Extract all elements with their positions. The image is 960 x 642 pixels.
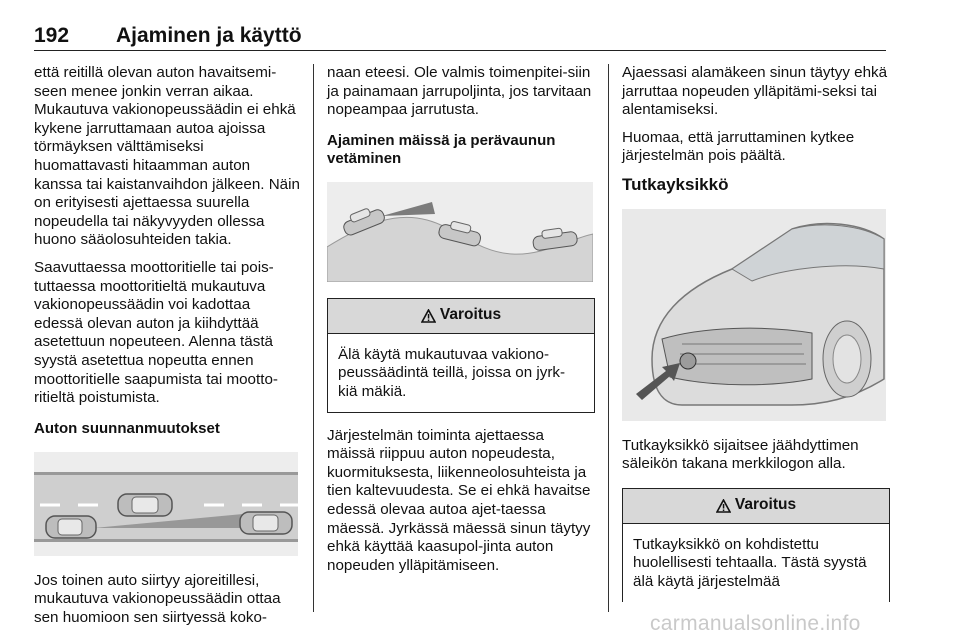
chapter-title: Ajaminen ja käyttö [116, 24, 302, 47]
paragraph: Järjestelmän toiminta ajettaessa mäissä riippuu auton nopeudesta, kuormituksesta, liikenneolosuhteista ja tien kaltevuudesta. Se ei ehkä havaitse edessä olevaa autoa ajet-taessa mäessä. Jyrkässä mäessä sinun täytyy ehkä käyttää kaasupol-jinta auton nopeuden ylläpitämiseen. [327, 426, 591, 574]
page-header [34, 22, 886, 51]
car-icon [240, 512, 292, 534]
column-divider [313, 64, 314, 612]
paragraph: Tutkayksikkö sijaitsee jäähdyttimen säleikön takana merkkilogon alla. [622, 436, 859, 473]
warning-title: Varoitus [734, 496, 797, 514]
paragraph: Ajaessasi alamäkeen sinun täytyy ehkä jarruttaa nopeuden ylläpitämi-seksi tai alentamiseksi. [622, 64, 888, 119]
warning-box [622, 488, 890, 602]
car-icon [118, 494, 172, 516]
section-heading: Ajaminen mäissä ja perävaunun vetäminen [327, 131, 556, 167]
emblem-icon [680, 353, 696, 369]
section-heading: Auton suunnanmuutokset [34, 419, 220, 437]
warning-header [623, 489, 889, 524]
watermark: carmanualsonline.info [650, 612, 861, 635]
paragraph: Huomaa, että jarruttaminen kytkee järjestelmän pois päältä. [622, 128, 855, 165]
paragraph: naan eteesi. Ole valmis toimenpitei-siin ja painamaan jarrupoljinta, jos tarvitaan nopeampaa jarrutusta. [327, 64, 592, 119]
paragraph: Jos toinen auto siirtyy ajoreitillesi, mukautuva vakionopeussäädin ottaa sen huomioon sen siirtyessä koko- [34, 571, 281, 626]
warning-text: Älä käytä mukautuvaa vakiono-peussäädintä teillä, joissa on jyrk-kiä mäkiä. [338, 345, 566, 400]
page-number: 192 [34, 24, 70, 47]
warning-triangle-icon [421, 309, 436, 323]
warning-header [328, 299, 594, 334]
column-2 [327, 64, 595, 584]
warning-box [327, 298, 595, 413]
column-3 [622, 64, 890, 602]
warning-title: Varoitus [439, 306, 502, 324]
paragraph: että reitillä olevan auton havaitsemi-seen menee jonkin verran aikaa. Mukautuva vakionopeussäädin ei ehkä kykene jarruttamaan autoa ajoissa törmäyksen välttämiseksi huomattavasti hitaamman auton kanssa tai kaistanvaihdon jälkeen. Näin on erityisesti ajettaessa suurella nopeudella tai näkyvyyden ollessa huono sääolosuhteiden takia. [34, 64, 300, 249]
column-1 [34, 64, 302, 636]
lane-change-illustration [34, 452, 298, 556]
section-heading: Tutkayksikkö [622, 174, 729, 194]
column-divider [608, 64, 609, 612]
warning-text: Tutkayksikkö on kohdistettu huolellisesti tehtaalla. Tästä syystä älä käytä järjestelmää [633, 535, 867, 590]
car-icon [46, 516, 96, 538]
hill-driving-illustration [327, 182, 593, 282]
paragraph: Saavuttaessa moottoritielle tai pois-tuttaessa moottoritieltä mukautuva vakionopeussäädin voi kadottaa edessä olevan auton ja kiihdyttää asetettuun nopeuteen. Alenna tästä syystä asetettua nopeutta ennen moottoritielle saapumista tai mootto-ritieltä poistumista. [34, 258, 278, 407]
warning-triangle-icon [716, 499, 731, 513]
radar-unit-car-illustration [622, 209, 886, 421]
